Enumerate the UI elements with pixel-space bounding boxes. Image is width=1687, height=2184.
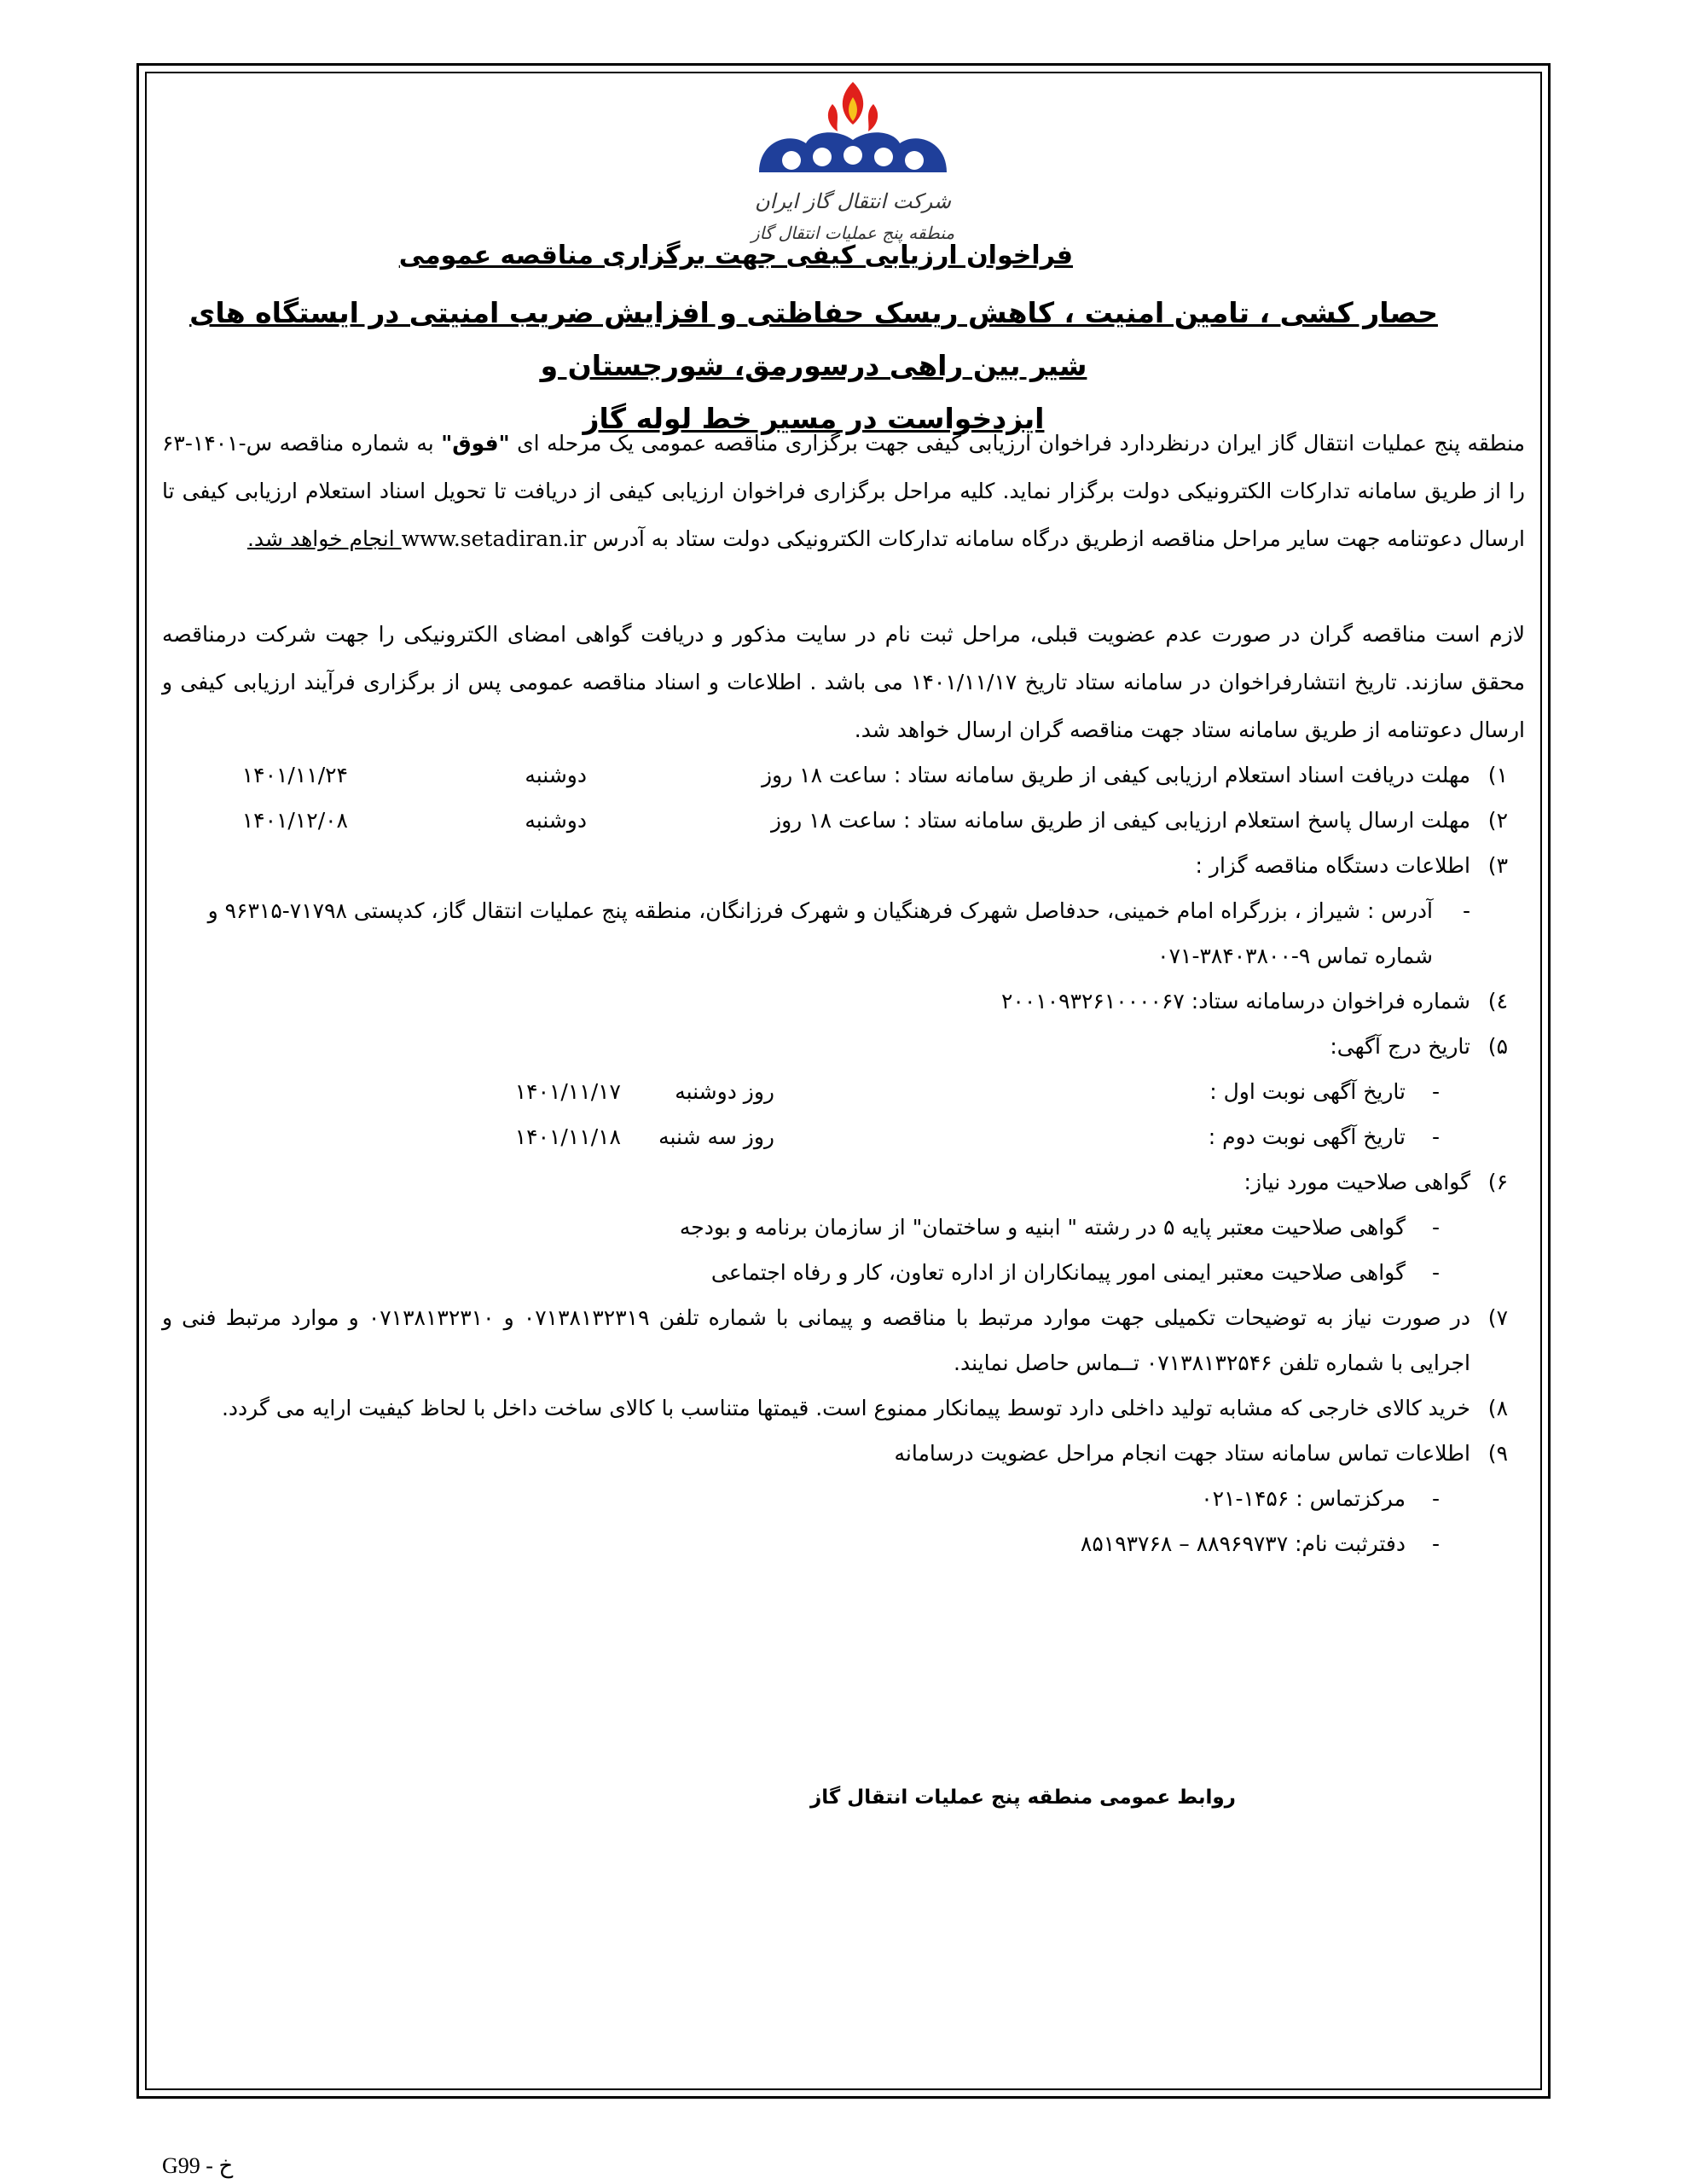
deadline-date: ۱۴۰۱/۱۱/۲۴ [241, 763, 348, 787]
deadline-date: ۱۴۰۱/۱۲/۰۸ [241, 808, 348, 833]
tender-details-list [162, 752, 1525, 1566]
notice-title: فراخوان ارزیابی کیفی جهت برگزاری مناقصه عمومی [398, 241, 1073, 270]
certificate-item-1 [162, 1205, 1525, 1250]
ad-date: ۱۴۰۱/۱۱/۱۸ [514, 1124, 621, 1149]
list-item-text: در صورت نیاز به توضیحات تکمیلی جهت موارد مرتبط با مناقصه و پیمانی با شماره تلفن ۰۷۱۳۸۱۳۲۳۱۹ و ۰۷۱۳۸۱۳۲۳۱۰ و موارد مرتبط فنی و اجرایی با شماره تلفن ۰۷۱۳۸۱۳۲۵۴۶ تــماس حاصل نمایند. [162, 1305, 1471, 1375]
intro-text-b: به شماره مناقصه س-۱۴۰۱-۶۳ را از طریق سامانه تدارکات الکترونیکی دولت برگزار نماید. کلیه مراحل برگزاری فراخوان ارزیابی کیفی از دریافت تا تحویل اسناد استعلام ارزیابی کیفی تا ارسال دعوتنامه جهت سایر مراحل مناقصه ازطریق درگاه سامانه تدارکات الکترونیکی دولت ستاد به آدرس [162, 431, 1525, 551]
list-item-2 [162, 798, 1525, 843]
intro-paragraph-1 [162, 420, 1525, 563]
list-item-8 [162, 1385, 1525, 1431]
sub-item-text: دفترثبت نام: ۸۸۹۶۹۷۳۷ – ۸۵۱۹۳۷۶۸ [1080, 1531, 1406, 1556]
list-item-6 [162, 1159, 1525, 1205]
ad-date-first [162, 1069, 1525, 1114]
ad-day: روز سه شنبه [658, 1124, 774, 1149]
list-item-number: ۱) [1487, 763, 1508, 787]
list-item-number: ۶) [1487, 1170, 1508, 1194]
list-item-text: اطلاعات تماس سامانه ستاد جهت انجام مراحل عضویت درسامانه [894, 1441, 1470, 1466]
company-logo [708, 72, 998, 268]
list-item-number: ۸) [1487, 1396, 1508, 1420]
address-text: آدرس : شیراز ، بزرگراه امام خمینی، حدفاصل شهرک فرهنگیان و شهرک فرزانگان، منطقه پنج عملیات انتقال گاز، کدپستی ۷۱۷۹۸-۹۶۳۱۵ و شماره تماس ۹-۳۸۴۰۳۸۰۰-۰۷۱ [207, 898, 1433, 968]
list-item-7 [162, 1295, 1525, 1385]
logo-text-line1: شرکت انتقال گاز ایران [755, 189, 951, 213]
sub-item-dash: - [1462, 898, 1470, 923]
deadline-day: دوشنبه [525, 808, 587, 833]
ad-date: ۱۴۰۱/۱۱/۱۷ [514, 1079, 621, 1104]
sub-item-dash: - [1431, 1531, 1440, 1556]
list-item-number: ۹) [1487, 1441, 1508, 1466]
sub-item-text: گواهی صلاحیت معتبر پایه ۵ در رشته " ابنیه و ساختمان" از سازمان برنامه و بودجه [679, 1215, 1406, 1240]
list-item-text: تاریخ درج آگهی: [1330, 1034, 1470, 1059]
notice-subject-line2: ایزدخواست در مسیر خط لوله گاز [583, 402, 1045, 435]
public-relations-signature: روابط عمومی منطقه پنج عملیات انتقال گاز [810, 1786, 1236, 1809]
intro-paragraph-2: لازم است مناقصه گران در صورت عدم عضویت قبلی، مراحل ثبت نام در سایت مذکور و دریافت گواهی امضای الکترونیکی را جهت شرکت درمناقصه محقق سازند. تاریخ انتشارفراخوان در سامانه ستاد تاریخ ۱۴۰۱/۱۱/۱۷ می باشد . اطلاعات و اسناد مناقصه عمومی پس از برگزاری فرآیند ارزیابی کیفی و ارسال دعوتنامه از طریق سامانه ستاد جهت مناقصه گران ارسال خواهد شد. [162, 622, 1525, 742]
contact-center-item [162, 1476, 1525, 1521]
deadline-day: دوشنبه [525, 763, 587, 787]
notice-subject-line1: حصار کشی ، تامین امنیت ، کاهش ریسک حفاظتی و افزایش ضریب امنیتی در ایستگاه های شیر بین راهی درسورمق، شورجستان و [189, 296, 1438, 382]
sub-item-dash: - [1431, 1486, 1440, 1511]
address-sub-item [162, 888, 1525, 979]
list-item-text: گواهی صلاحیت مورد نیاز: [1244, 1170, 1470, 1194]
list-item-9 [162, 1431, 1525, 1476]
list-item-number: ۷) [1487, 1305, 1508, 1330]
document-code: G99 - خ [162, 2153, 234, 2178]
list-item-1 [162, 752, 1525, 798]
intro-bold-term: "فوق" [441, 431, 510, 456]
sub-item-dash: - [1431, 1124, 1440, 1149]
registration-office-item [162, 1521, 1525, 1566]
list-item-number: ۵) [1487, 1034, 1508, 1059]
list-item-text: مهلت ارسال پاسخ استعلام ارزیابی کیفی از طریق سامانه ستاد : ساعت ۱۸ روز [771, 808, 1470, 833]
sub-item-dash: - [1431, 1215, 1440, 1240]
list-item-number: ۳) [1487, 853, 1508, 878]
sub-item-text: گواهی صلاحیت معتبر ایمنی امور پیمانکاران از اداره تعاون، کار و رفاه اجتماعی [710, 1260, 1406, 1285]
ad-day: روز دوشنبه [675, 1079, 774, 1104]
sub-item-text: مرکزتماس : ۱۴۵۶-۰۲۱ [1201, 1486, 1406, 1511]
sub-item-text: تاریخ آگهی نوبت دوم : [1208, 1124, 1406, 1149]
intro-text-a: منطقه پنج عملیات انتقال گاز ایران درنظردارد فراخوان ارزیابی کیفی جهت برگزاری مناقصه عمومی یک مرحله ای [509, 431, 1525, 456]
list-item-text: مهلت دریافت اسناد استعلام ارزیابی کیفی از طریق سامانه ستاد : ساعت ۱۸ روز [761, 763, 1470, 787]
list-item-text: اطلاعات دستگاه مناقصه گزار : [1195, 853, 1470, 878]
list-item-number: ٤) [1487, 989, 1508, 1014]
setad-website-link[interactable]: www.setadiran.ir [401, 526, 587, 551]
list-item-3 [162, 843, 1525, 888]
sub-item-dash: - [1431, 1079, 1440, 1104]
list-item-5 [162, 1024, 1525, 1069]
ad-date-second [162, 1114, 1525, 1159]
certificate-item-2 [162, 1250, 1525, 1295]
intro-text-c: انجام خواهد شد. [246, 526, 402, 551]
sub-item-text: تاریخ آگهی نوبت اول : [1209, 1079, 1406, 1104]
list-item-number: ۲) [1487, 808, 1508, 833]
list-item-text: خرید کالای خارجی که مشابه تولید داخلی دارد توسط پیمانکار ممنوع است. قیمتها متناسب با کالای ساخت داخل با لحاظ کیفیت ارایه می گردد. [221, 1396, 1470, 1420]
logo-text-line2: منطقه پنج عملیات انتقال گاز [751, 223, 955, 243]
list-item-4 [162, 979, 1525, 1024]
list-item-text: شماره فراخوان درسامانه ستاد: ۲۰۰۱۰۹۳۲۶۱۰۰۰۰۶۷ [1001, 989, 1470, 1014]
sub-item-dash: - [1431, 1260, 1440, 1285]
